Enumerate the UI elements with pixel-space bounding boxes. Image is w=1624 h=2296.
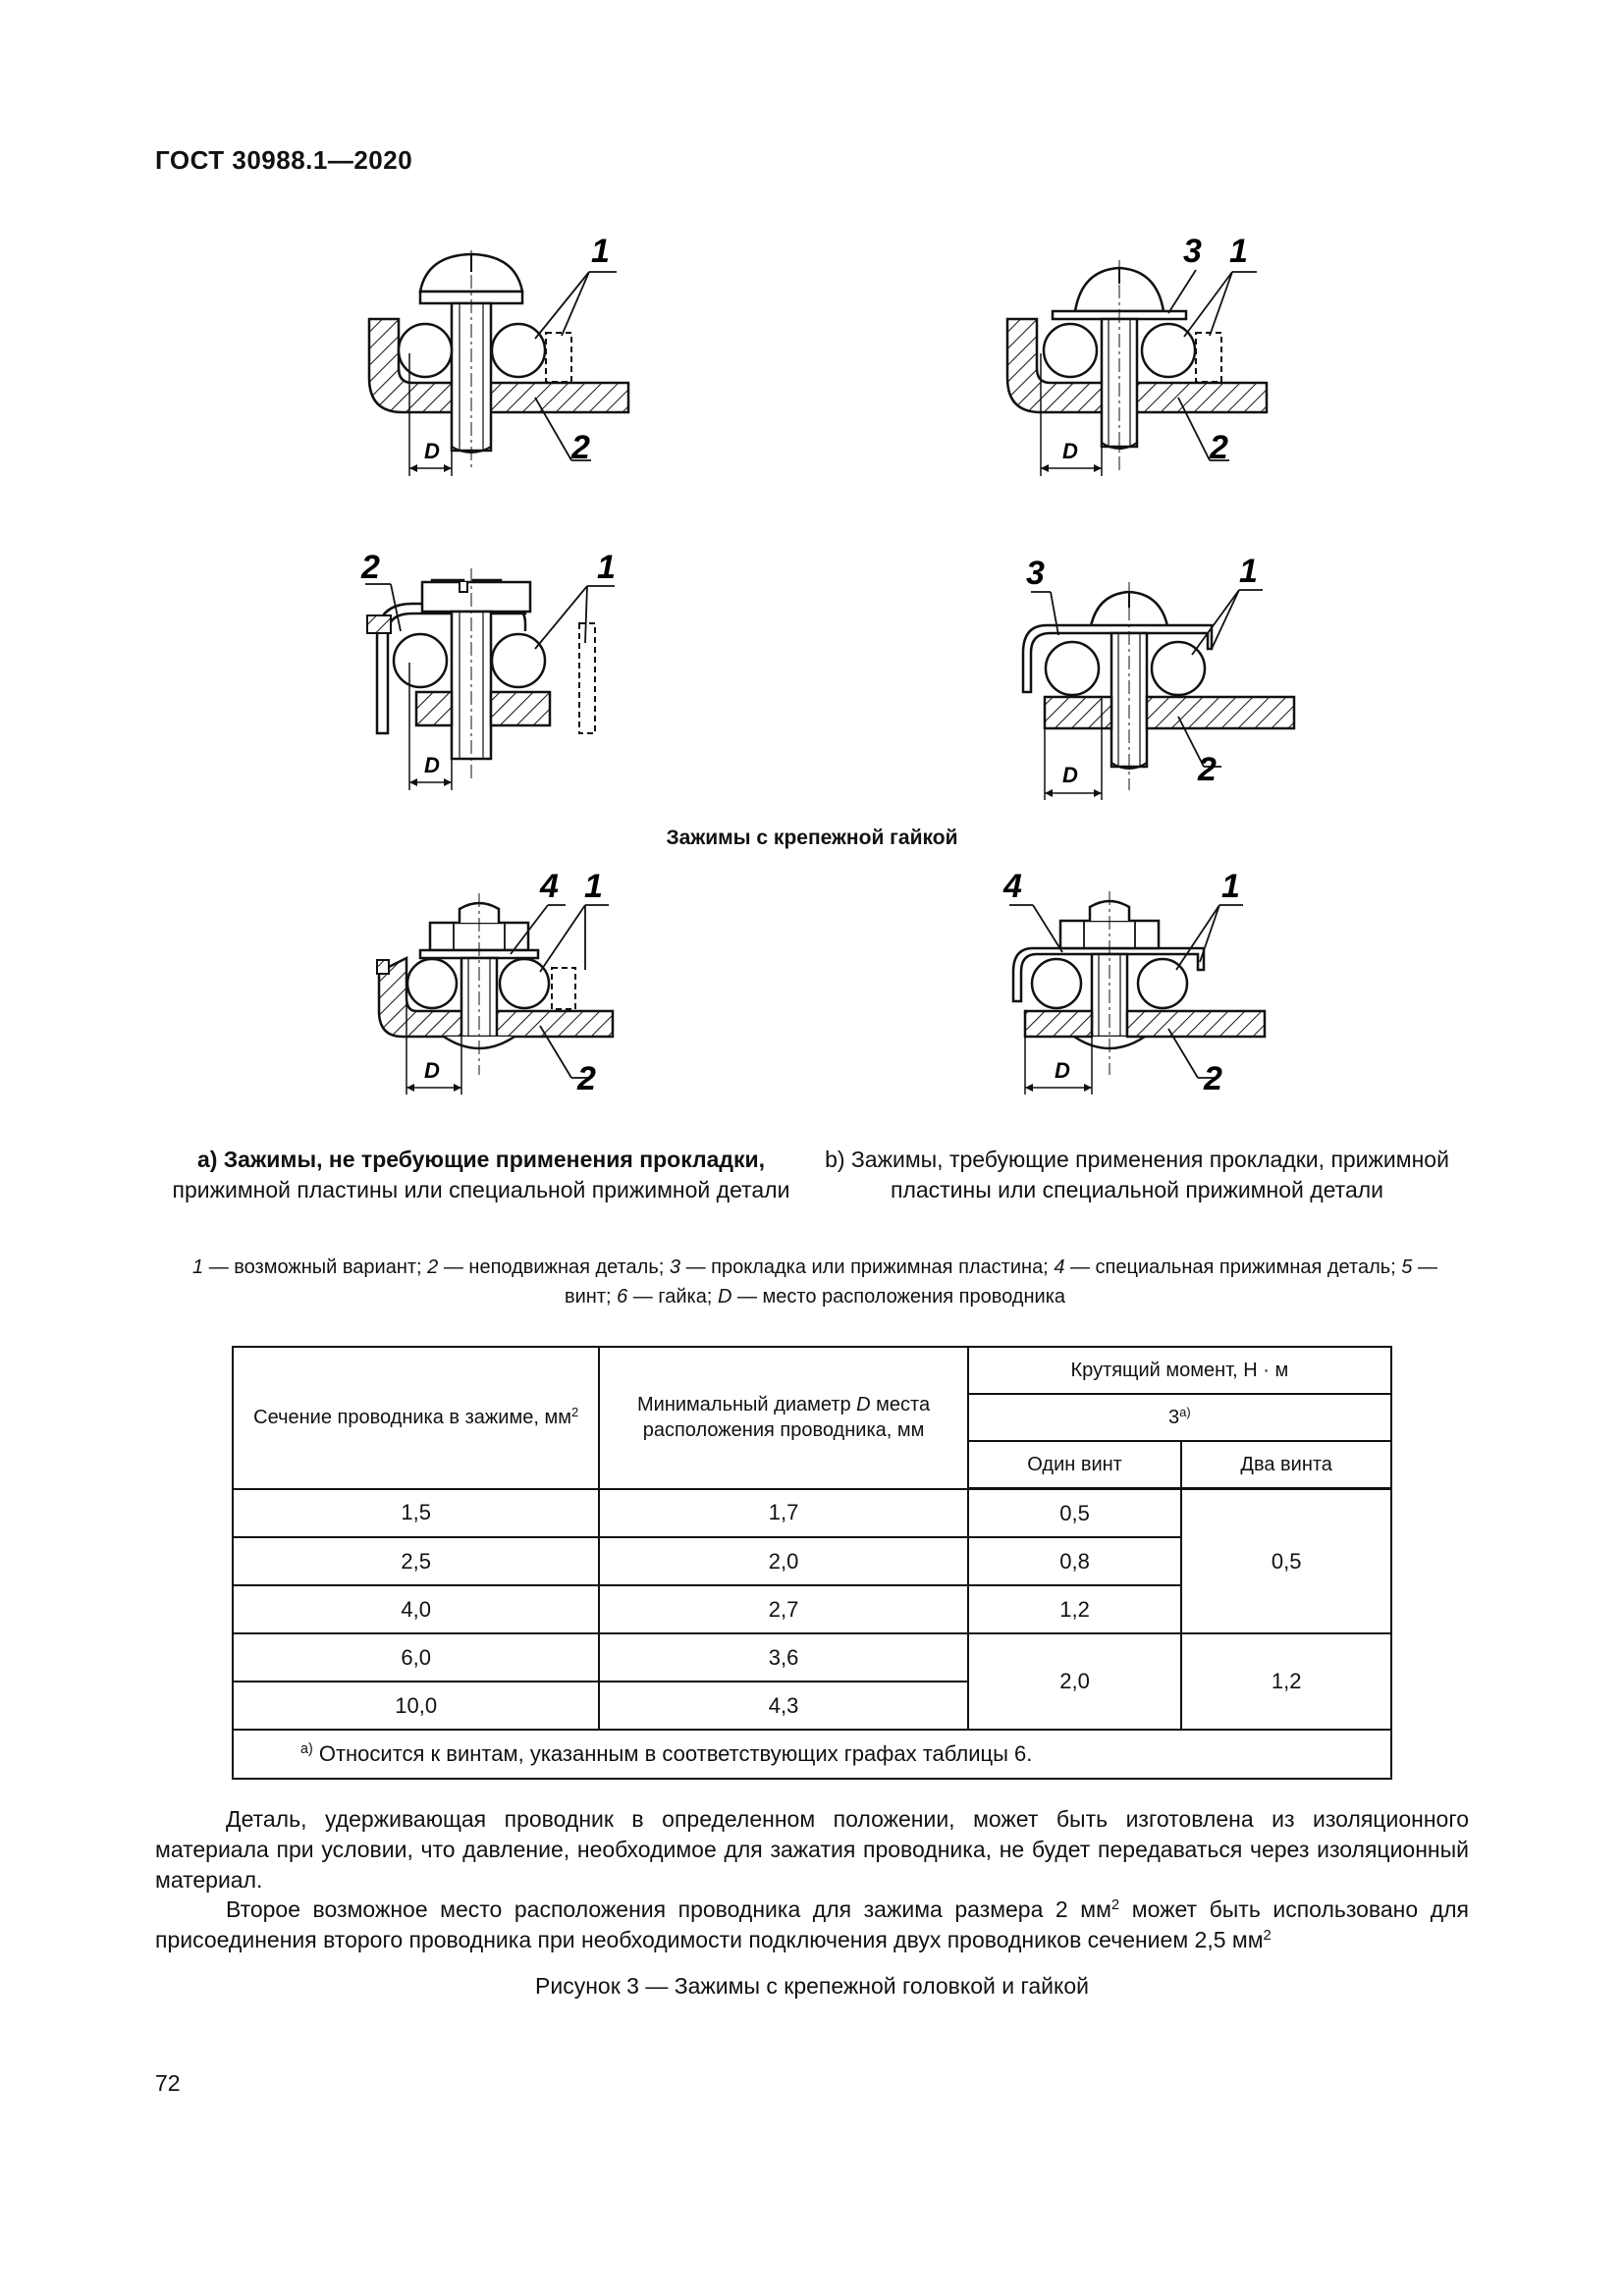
col-header-torque-sub: $3^{а)}$	[968, 1394, 1391, 1441]
caption-b: b) Зажимы, требующие применения прокладки, прижимной пластины или специальной прижимной детали	[825, 1147, 1449, 1202]
caption-a-bold: а) Зажимы, не требующие применения прокладки,	[196, 1147, 766, 1172]
col-header-torque: Крутящий момент, Н · м	[968, 1347, 1391, 1394]
cell-section: 4,0	[233, 1585, 599, 1633]
diagram-b1	[992, 231, 1286, 486]
col-header-one-screw: Один винт	[968, 1441, 1182, 1489]
col-header-diameter: Минимальный диаметр D места расположения проводника, мм	[599, 1347, 967, 1489]
legend-key: 1	[192, 1256, 204, 1278]
label-3: 3	[1183, 233, 1202, 270]
fixed-part	[1127, 1011, 1265, 1037]
col-header-section: Сечение проводника в зажиме, $мм^2$	[233, 1347, 599, 1489]
label-1: 1	[584, 868, 603, 905]
possible-variant	[579, 623, 595, 733]
d-label: D	[1062, 439, 1078, 463]
possible-variant	[546, 333, 571, 382]
diagram-a1	[353, 231, 648, 486]
label-3: 3	[1026, 555, 1045, 592]
cell-diameter: 2,0	[599, 1537, 967, 1585]
cell-one-screw: 0,5	[968, 1489, 1182, 1538]
table-row	[233, 1633, 1391, 1682]
label-2: 2	[1210, 429, 1228, 466]
legend-text: — гайка;	[627, 1286, 718, 1308]
conductor	[394, 634, 447, 687]
fixed-part	[416, 692, 452, 725]
label-4: 4	[540, 868, 559, 905]
caption-a-rest: прижимной пластины или специальной прижимной детали	[172, 1177, 790, 1202]
cell-section: 1,5	[233, 1489, 599, 1538]
d-label: D	[424, 753, 440, 777]
diagram-a2	[353, 549, 648, 815]
d-label: D	[1062, 763, 1078, 787]
legend-key: D	[717, 1286, 732, 1308]
figure-subheading: Зажимы с крепежной гайкой	[666, 827, 958, 849]
screw-head	[422, 582, 530, 612]
legend-text: — винт;	[564, 1256, 1437, 1308]
diagram-a3	[363, 864, 658, 1104]
conductor	[1044, 324, 1097, 377]
conductor	[500, 959, 549, 1008]
conductor	[1032, 959, 1081, 1008]
label-4: 4	[1003, 868, 1022, 905]
label-2: 2	[1198, 751, 1217, 788]
figure-legend	[172, 1253, 1458, 1311]
label-1: 1	[591, 233, 610, 270]
fixed-part	[491, 692, 550, 725]
diagram-b3	[992, 864, 1286, 1104]
conductor	[399, 324, 452, 377]
label-2: 2	[571, 429, 590, 466]
possible-variant	[1196, 333, 1221, 382]
table-row	[233, 1489, 1391, 1538]
table-footnote-row	[233, 1730, 1391, 1779]
legend-key: 2	[427, 1256, 439, 1278]
d-label: D	[1055, 1058, 1070, 1083]
cell-section: 2,5	[233, 1537, 599, 1585]
col-header-two-screws: Два винта	[1181, 1441, 1391, 1489]
page-number: 72	[155, 2070, 181, 2096]
fixed-part	[1147, 697, 1294, 728]
legend-key: 5	[1401, 1256, 1413, 1278]
cell-two-screws: 1,2	[1181, 1633, 1391, 1730]
legend-key: 4	[1054, 1256, 1065, 1278]
cell-section: 6,0	[233, 1633, 599, 1682]
cell-two-screws: 0,5	[1181, 1489, 1391, 1634]
conductor	[407, 959, 457, 1008]
label-2: 2	[361, 549, 380, 586]
fixed-part	[1025, 1011, 1092, 1037]
cell-one-screw: 1,2	[968, 1585, 1182, 1633]
d-label: D	[424, 1058, 440, 1083]
paragraph-1: Деталь, удерживающая проводник в определенном положении, может быть изготовлена из изоляционного материала при условии, что давление, необходимое для зажатия проводника, не будет передаваться через изоляционный материал.	[155, 1806, 1469, 1893]
conductor	[492, 634, 545, 687]
document-header: ГОСТ 30988.1—2020	[155, 145, 413, 175]
table-footnote: $^{а)}$ Относится к винтам, указанным в соответствующих графах таблицы 6.	[233, 1730, 1391, 1779]
cell-one-screw: 0,8	[968, 1537, 1182, 1585]
legend-text: — место расположения проводника	[731, 1286, 1066, 1308]
caption-a	[167, 1145, 795, 1205]
cell-diameter: 2,7	[599, 1585, 967, 1633]
label-1: 1	[1239, 553, 1258, 590]
conductor	[1046, 642, 1099, 695]
cell-diameter: 3,6	[599, 1633, 967, 1682]
conductor	[1152, 642, 1205, 695]
label-1: 1	[1229, 233, 1248, 270]
label-1: 1	[597, 549, 616, 586]
torque-table	[232, 1346, 1392, 1780]
legend-text: — специальная прижимная деталь;	[1064, 1256, 1402, 1278]
figure-title: Рисунок 3 — Зажимы с крепежной головкой и гайкой	[535, 1973, 1089, 1999]
cell-section: 10,0	[233, 1682, 599, 1730]
legend-text: — возможный вариант;	[203, 1256, 428, 1278]
label-2: 2	[577, 1060, 596, 1097]
legend-text: — прокладка или прижимная пластина;	[680, 1256, 1055, 1278]
legend-key: 6	[617, 1286, 628, 1308]
legend-key: 3	[669, 1256, 681, 1278]
legend-text: — неподвижная деталь;	[438, 1256, 670, 1278]
label-1: 1	[1221, 868, 1240, 905]
cell-one-screw: 2,0	[968, 1633, 1182, 1730]
cell-diameter: 1,7	[599, 1489, 967, 1538]
d-label: D	[424, 439, 440, 463]
cell-diameter: 4,3	[599, 1682, 967, 1730]
conductor	[1138, 959, 1187, 1008]
possible-variant	[552, 968, 575, 1009]
conductor	[492, 324, 545, 377]
paragraph-2: Второе возможное место расположения проводника для зажима размера 2 $мм^2$ может быть использовано для присоединения второго проводника при необходимости подключения двух проводников сечением 2,5 $мм^2$	[155, 1896, 1470, 1952]
diagram-b2	[1011, 555, 1306, 815]
label-2: 2	[1204, 1060, 1222, 1097]
